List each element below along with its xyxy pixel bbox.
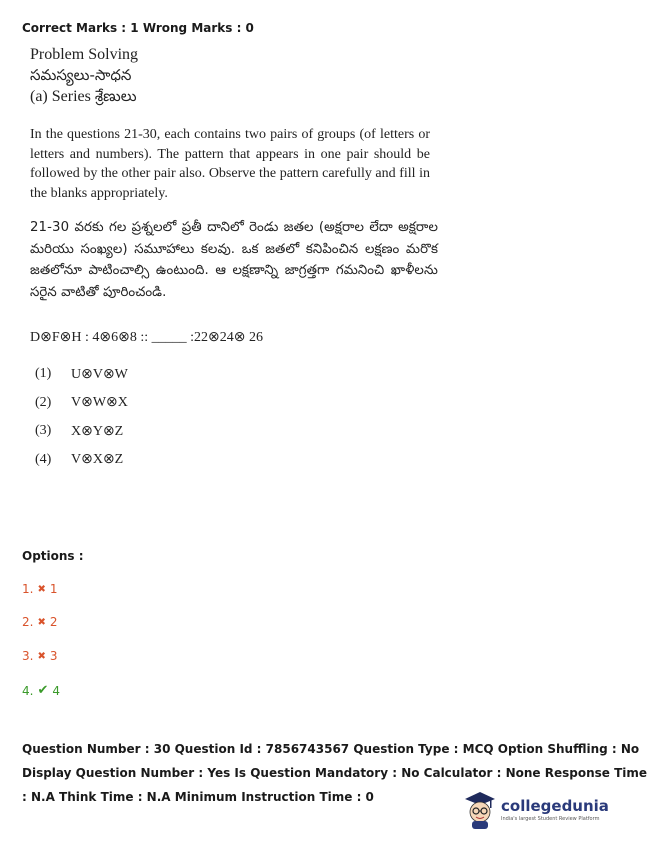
choice-4 [30,446,450,475]
question-text: D⊗F⊗H : 4⊗6⊗8 :: _____ :22⊗24⊗ 26 [30,330,263,345]
section-english: (a) Series [30,88,91,105]
choice-number: (4) [35,451,52,467]
choice-2 [30,389,450,418]
choice-text: V⊗W⊗X [71,395,128,411]
instructions-telugu: 21-30 వరకు గల ప్రశ్నలలో ప్రతీ దానిలో రెండు జతల (అక్షరాల లేదా అక్షరాల మరియు సంఖ్యల) సమూహాలు కలవు. ఒక జతలో కనిపించిన లక్షణం మరొక జతలోనూ పాటించాల్సి ఉంటుంది. ఆ లక్షణాన్ని జాగ్రత్తగా గమనించి ఖాళీలను సరైన వాటితో పూరించండి. [30,220,438,300]
question-meta-line-1: Question Number : 30 Question Id : 7856743567 Question Type : MCQ Option Shuffling : No [22,742,640,756]
choice-3 [30,417,450,446]
title-english: Problem Solving [30,46,139,63]
title-telugu: సమస్యలు-సాధన [30,66,132,84]
cross-icon: ✖ [37,650,46,662]
option-4 [22,683,60,698]
question-image [30,44,450,474]
option-2 [22,615,57,629]
choice-number: (1) [35,366,52,382]
option-value: 3 [49,649,58,663]
student-mascot-icon [462,790,498,830]
option-3 [22,649,57,663]
option-value: 2 [49,615,58,629]
marks-info: Correct Marks : 1 Wrong Marks : 0 [22,21,254,35]
question-meta-line-2: Display Question Number : Yes Is Question Mandatory : No Calculator : None Response Time [22,766,647,780]
option-label: 2. [22,615,34,629]
option-value: 1 [49,582,58,596]
option-label: 3. [22,649,34,663]
option-1 [22,582,57,596]
question-meta-line-3: : N.A Think Time : N.A Minimum Instruction Time : 0 [22,790,374,804]
choice-text: X⊗Y⊗Z [71,423,124,439]
option-value: 4 [52,683,60,698]
choice-number: (3) [35,423,52,439]
check-icon: ✔ [37,683,49,698]
instructions-english: In the questions 21-30, each contains two pairs of groups (of letters or letters and numbers). The pattern that appears in one pair should be followed by the other pair also. Observe the pattern carefully and fill in the blanks appropriately. [30,127,430,201]
choice-text: U⊗V⊗W [71,366,128,382]
logo-name: collegedunia [501,797,609,815]
answer-choices [30,360,450,474]
cross-icon: ✖ [37,583,46,595]
logo-tagline: India's largest Student Review Platform [501,816,600,822]
options-label: Options : [22,549,84,563]
section-heading [30,86,450,107]
option-label: 1. [22,582,34,596]
choice-text: V⊗X⊗Z [71,452,124,468]
choice-number: (2) [35,394,52,410]
cross-icon: ✖ [37,616,46,628]
option-label: 4. [22,683,34,698]
section-telugu: శ్రేణులు [94,87,137,105]
choice-1 [30,360,450,389]
collegedunia-logo [462,789,609,831]
